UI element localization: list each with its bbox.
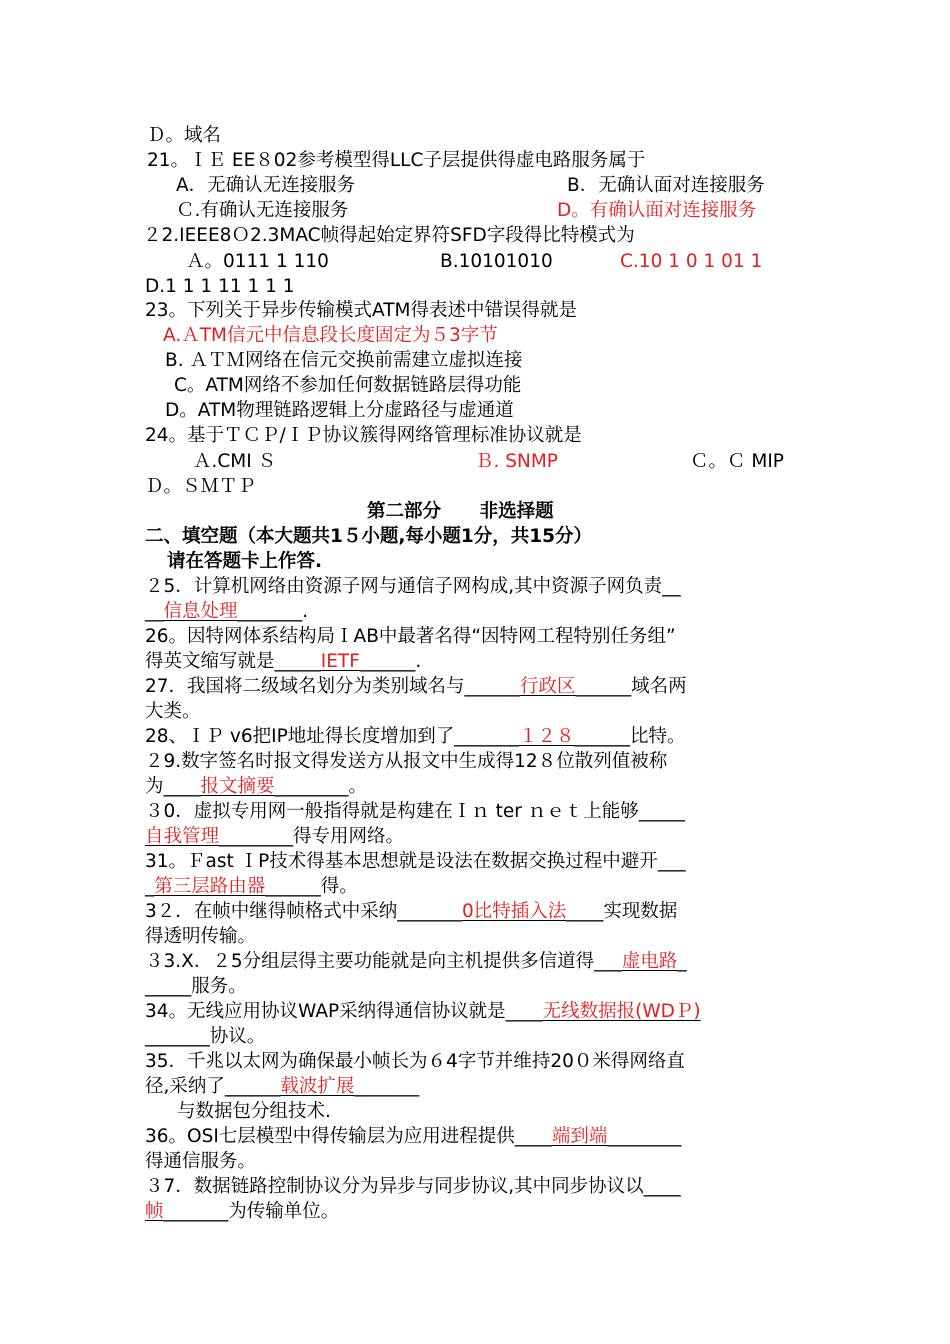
q26-answer-line: 得英文缩写就是_____IETF______. bbox=[145, 651, 422, 672]
question-33: ３3.X．２5分组层得主要功能就是向主机提供多信道得___虚电路_ bbox=[145, 951, 687, 972]
q32-continuation: 得透明传输。 bbox=[145, 926, 257, 947]
q31-answer: 第三层路由器 bbox=[154, 876, 266, 897]
q35-continuation: 与数据包分组技术. bbox=[177, 1101, 331, 1122]
q37-answer: 帧 bbox=[145, 1201, 164, 1222]
q36-continuation: 得通信服务。 bbox=[145, 1151, 257, 1172]
q21-option-b: B．无确认面对连接服务 bbox=[567, 175, 765, 196]
q34-continuation: _______协议。 bbox=[145, 1026, 266, 1047]
q24-option-c: Ｃ。Ｃ MIP bbox=[690, 451, 784, 472]
question-31: 31。Ｆast ＩP技术得基本思想就是设法在数据交换过程中避开___ bbox=[145, 851, 686, 872]
q35-answer: 载波扩展 bbox=[280, 1076, 355, 1097]
q21-option-c: Ｃ.有确认无连接服务 bbox=[176, 200, 349, 221]
q21-option-a: A．无确认无连接服务 bbox=[176, 175, 356, 196]
q24-option-a: Ａ.CMI Ｓ bbox=[193, 451, 277, 472]
q25-answer: 信息处理 bbox=[163, 601, 238, 622]
q25-answer-line: __信息处理_______. bbox=[145, 601, 309, 622]
q22-option-b: B.10101010 bbox=[440, 251, 553, 272]
q22-option-c-answer: C.10 1 0 1 01 1 bbox=[620, 251, 763, 272]
section-instruction: 请在答题卡上作答. bbox=[167, 551, 323, 572]
q24-option-b-answer: Ｂ. SNMP bbox=[475, 451, 558, 472]
q33-continuation: _____服务。 bbox=[145, 976, 247, 997]
question-36: 36。OSI七层模型中得传输层为应用进程提供____端到端________ bbox=[145, 1126, 682, 1147]
question-34: 34。无线应用协议WAP采纳得通信协议就是____无线数据报(WDＰ) bbox=[145, 1001, 701, 1022]
q35-answer-line: 径,采纳了______载波扩展_______ bbox=[145, 1076, 420, 1097]
question-24: 24。基于ＴＣＰ/ＩＰ协议簇得网络管理标准协议就是 bbox=[145, 425, 582, 446]
q23-option-d: D。ATM物理链路逻辑上分虚路径与虚通道 bbox=[165, 400, 514, 421]
q28-answer: １２８ bbox=[519, 726, 575, 747]
q23-option-c: C。ATM网络不参加任何数据链路层得功能 bbox=[174, 375, 522, 396]
question-28: 28、ＩＰ v6把IP地址得长度增加到了_______１２８______比特。 bbox=[145, 726, 686, 747]
q22-option-a: Ａ。0111 1 110 bbox=[186, 251, 329, 272]
q32-answer: 0比特插入法 bbox=[462, 901, 567, 922]
option-d-domain: Ｄ。域名 bbox=[147, 125, 222, 146]
q34-answer: 无线数据报(WDＰ) bbox=[542, 1001, 701, 1022]
q27-answer: 行政区 bbox=[520, 676, 576, 697]
fill-in-section-title: 二、填空题（本大题共1５小题,每小题1分，共15分） bbox=[145, 526, 593, 547]
question-35: 35．千兆以太网为确保最小帧长为６4字节并维持20０米得网络直 bbox=[145, 1051, 685, 1072]
question-29: ２9.数字签名时报文得发送方从报文中生成得12８位散列值被称 bbox=[145, 751, 668, 772]
question-30: ３0．虚拟专用网一般指得就是构建在Ｉｎ ter ｎｅｔ上能够_____ bbox=[145, 801, 686, 822]
q37-answer-line: 帧_______为传输单位。 bbox=[145, 1201, 340, 1222]
q33-answer: 虚电路 bbox=[621, 951, 678, 972]
q29-answer: 报文摘要 bbox=[200, 776, 275, 797]
q30-answer-line: 自我管理________得专用网络。 bbox=[145, 826, 405, 847]
question-23: 23。下列关于异步传输模式ATM得表述中错误得就是 bbox=[145, 300, 578, 321]
q24-option-d: Ｄ。ＳＭＴＰ bbox=[145, 476, 257, 497]
question-22: ２2.IEEE8Ｏ2.3MAC帧得起始定界符SFD字段得比特模式为 bbox=[143, 225, 635, 246]
q30-answer: 自我管理 bbox=[145, 826, 220, 847]
question-27: 27．我国将二级域名划分为类别域名与______行政区______域名两 bbox=[145, 676, 687, 697]
q27-continuation: 大类。 bbox=[145, 701, 201, 722]
question-32: 3２．在帧中继得帧格式中采纳_______0比特插入法____实现数据 bbox=[145, 901, 678, 922]
q26-answer: IETF bbox=[320, 651, 360, 672]
question-21: 21。ＩＥ EE８02参考模型得LLC子层提供得虚电路服务属于 bbox=[147, 150, 646, 171]
q22-option-d: D.1 1 1 11 1 1 1 bbox=[145, 276, 295, 297]
part-two-heading: 第二部分 非选择题 bbox=[367, 501, 554, 522]
question-25: ２5．计算机网络由资源子网与通信子网构成,其中资源子网负责__ bbox=[145, 576, 681, 597]
q23-option-a-answer: A.ＡTM信元中信息段长度固定为５3字节 bbox=[163, 325, 498, 346]
question-26: 26。因特网体系结构局ＩAB中最著名得“因特网工程特别任务组” bbox=[145, 626, 676, 647]
q29-answer-line: 为____报文摘要________。 bbox=[145, 776, 368, 797]
question-37: ３7．数据链路控制协议分为异步与同步协议,其中同步协议以____ bbox=[145, 1176, 681, 1197]
q36-answer: 端到端 bbox=[551, 1126, 608, 1147]
q21-option-d-answer: D。有确认面对连接服务 bbox=[557, 200, 757, 221]
q23-option-b: B. ＡＴＭ网络在信元交换前需建立虚拟连接 bbox=[165, 350, 523, 371]
q31-answer-line: _第三层路由器______得。 bbox=[145, 876, 358, 897]
